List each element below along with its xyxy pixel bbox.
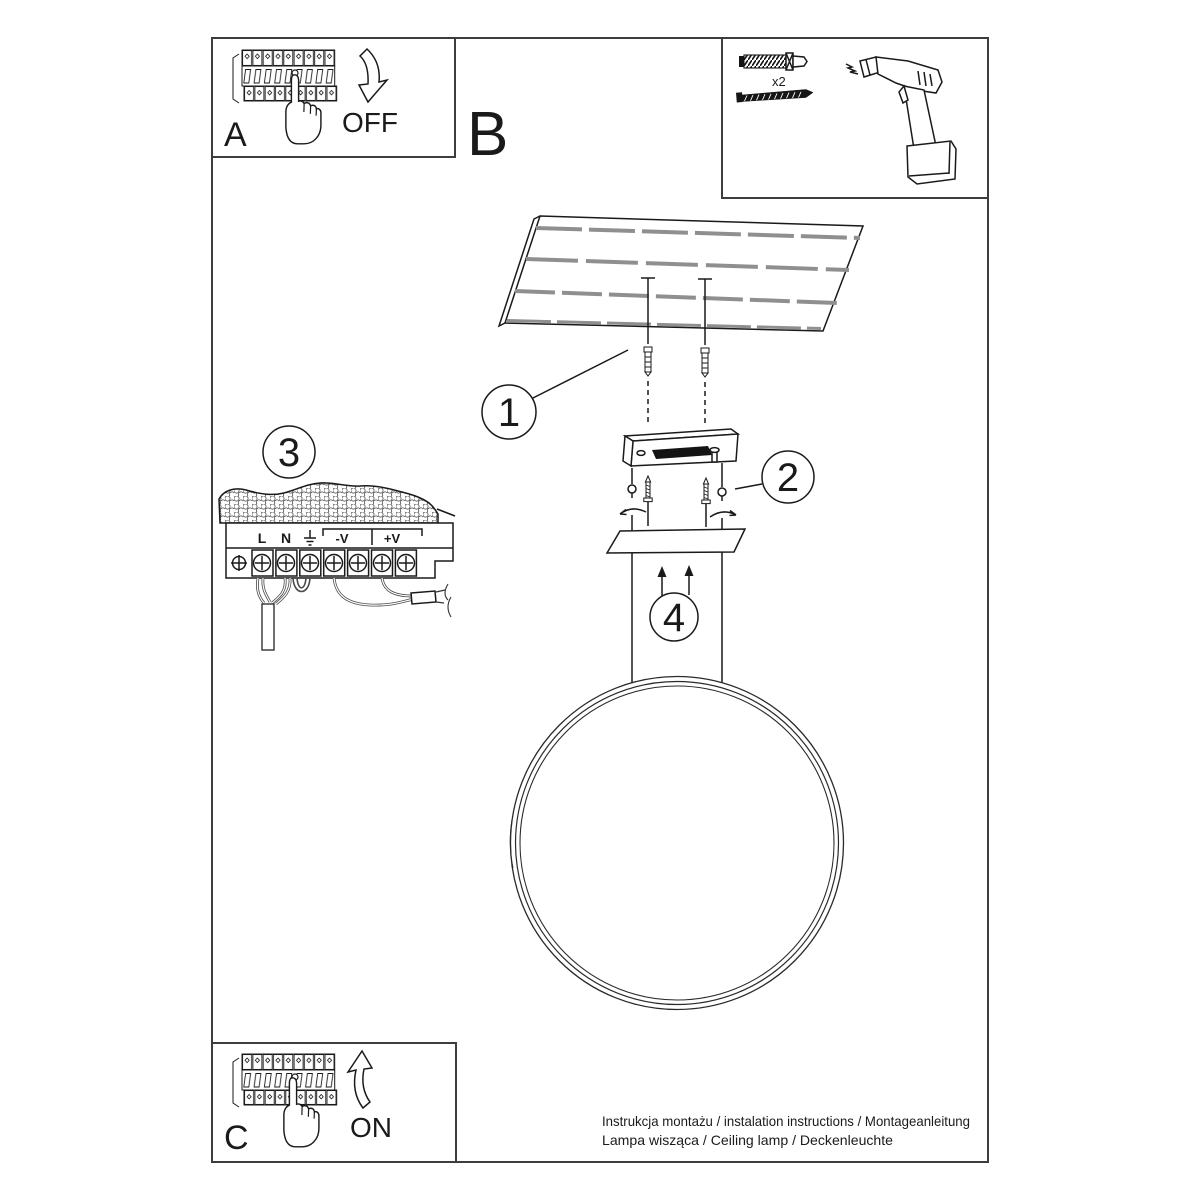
canopy-plate	[607, 529, 745, 553]
cable-tails	[436, 590, 445, 603]
ring-lamp-icon	[510, 677, 843, 1010]
cable-ferrule	[411, 591, 436, 604]
up-arrow-icon	[685, 565, 694, 576]
canopy-screw-icon	[628, 485, 636, 493]
terminal-screws	[252, 550, 416, 576]
circuit-breaker-panel-icon	[233, 50, 337, 103]
step-b-label: B	[467, 100, 509, 169]
callout-4-number: 4	[662, 596, 686, 640]
wall-anchor-icon	[739, 53, 807, 70]
mains-wires	[257, 578, 310, 650]
step-c-panel	[212, 1043, 456, 1162]
footer-line-2: Lampa wisząca / Ceiling lamp / Deckenleuchte	[602, 1132, 894, 1148]
rotation-arrow-icon	[710, 511, 736, 518]
output-wires	[334, 578, 451, 617]
step-2-bracket	[620, 429, 814, 527]
bracket-screw-head	[710, 448, 719, 453]
step-3-driver	[219, 426, 455, 650]
long-screw-icon	[702, 478, 710, 504]
callout-2-leader	[735, 484, 762, 489]
step-a-panel	[212, 38, 455, 157]
callout-1-leader	[531, 350, 628, 399]
anchor-qty-label: x2	[772, 74, 786, 89]
terminal-label-live: L	[257, 530, 267, 546]
circuit-breaker-panel-icon	[233, 1054, 337, 1107]
long-screw-icon	[644, 476, 652, 502]
footer	[602, 1113, 970, 1148]
off-label: OFF	[342, 107, 398, 138]
mains-cable	[262, 604, 274, 650]
wall-anchor-icon	[701, 348, 709, 377]
parts-box	[722, 38, 988, 198]
callout-1-number: 1	[497, 391, 521, 435]
driver-edge-line	[437, 509, 455, 516]
rotation-arrow-icon	[620, 509, 646, 515]
curved-arrow-up-icon	[348, 1051, 372, 1108]
callout-2-number: 2	[776, 456, 800, 500]
on-label: ON	[350, 1112, 392, 1143]
step-1-ceiling	[482, 216, 863, 439]
footer-line-1: Instrukcja montażu / instalation instructions / Montageanleitung	[602, 1113, 970, 1129]
step-c-label: C	[224, 1119, 249, 1157]
step-a-label: A	[224, 116, 247, 154]
up-arrow-icon	[658, 566, 667, 577]
canopy-screw-icon	[718, 488, 726, 496]
bracket-screw-head	[637, 451, 645, 456]
alignment-dashes	[648, 381, 705, 425]
bracket-side-face	[623, 436, 633, 466]
mounting-screw-icon	[736, 90, 813, 103]
cable-break-marks	[445, 584, 451, 617]
cordless-drill-icon	[846, 57, 956, 184]
canopy-assembly	[607, 515, 745, 683]
wall-anchor-icon	[644, 347, 652, 376]
terminal-label-neutral: N	[280, 530, 292, 546]
callout-3-number: 3	[277, 431, 301, 475]
outer-frame	[212, 38, 988, 1162]
curved-arrow-down-icon	[359, 49, 387, 102]
terminal-label-minus-v: -V	[335, 531, 349, 546]
led-driver-mesh-icon	[219, 483, 438, 523]
terminal-label-plus-v: +V	[383, 531, 401, 546]
